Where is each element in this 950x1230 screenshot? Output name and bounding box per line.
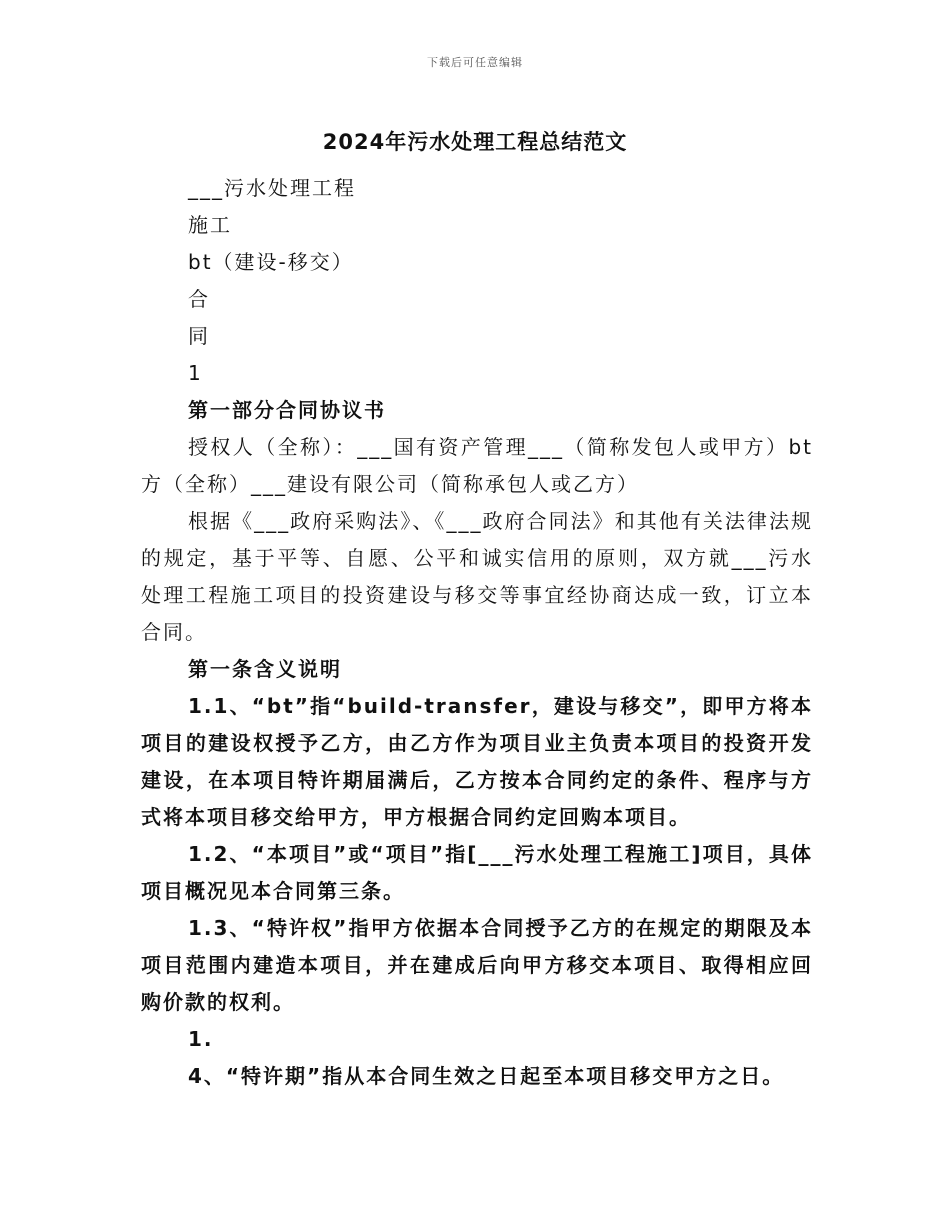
- parties-paragraph: 授权人（全称）：___国有资产管理___（简称发包人或甲方）bt方（全称）___建设有限公司（简称承包人或乙方）: [141, 435, 813, 496]
- basis-paragraph: 根据《___政府采购法》、《___政府合同法》和其他有关法律法规的规定，基于平等、自愿、公平和诚实信用的原则，双方就___污水处理工程施工项目的投资建设与移交等事宜经协商达成一致，订立本合同。: [141, 509, 813, 644]
- cover-line: 1: [188, 361, 203, 385]
- definition-item-number: 1.: [188, 1027, 214, 1051]
- cover-line: ___污水处理工程: [188, 176, 356, 200]
- article-heading: 第一条含义说明: [188, 657, 342, 681]
- definition-item: 1.3、“特许权”指甲方依据本合同授予乙方的在规定的期限及本项目范围内建造本项目，并在建成后向甲方移交本项目、取得相应回购价款的权利。: [141, 916, 813, 1014]
- part-heading: 第一部分合同协议书: [188, 398, 386, 422]
- header-note: 下载后可任意编辑: [427, 56, 523, 69]
- cover-line: 同: [188, 324, 210, 348]
- definition-item: 4、“特许期”指从本合同生效之日起至本项目移交甲方之日。: [188, 1064, 785, 1088]
- cover-line: bt（建设-移交）: [188, 250, 354, 274]
- definition-item: 1.2、“本项目”或“项目”指[___污水处理工程施工]项目，具体项目概况见本合同第三条。: [141, 842, 813, 903]
- definition-item: 1.1、“bt”指“build-transfer，建设与移交”，即甲方将本项目的建设权授予乙方，由乙方作为项目业主负责本项目的投资开发建设，在本项目特许期届满后，乙方按本合同约定的条件、程序与方式将本项目移交给甲方，甲方根据合同约定回购本项目。: [141, 694, 813, 829]
- cover-line: 施工: [188, 213, 232, 237]
- cover-line: 合: [188, 287, 210, 311]
- document-title: 2024年污水处理工程总结范文: [322, 130, 628, 154]
- document-body: [141, 170, 813, 1095]
